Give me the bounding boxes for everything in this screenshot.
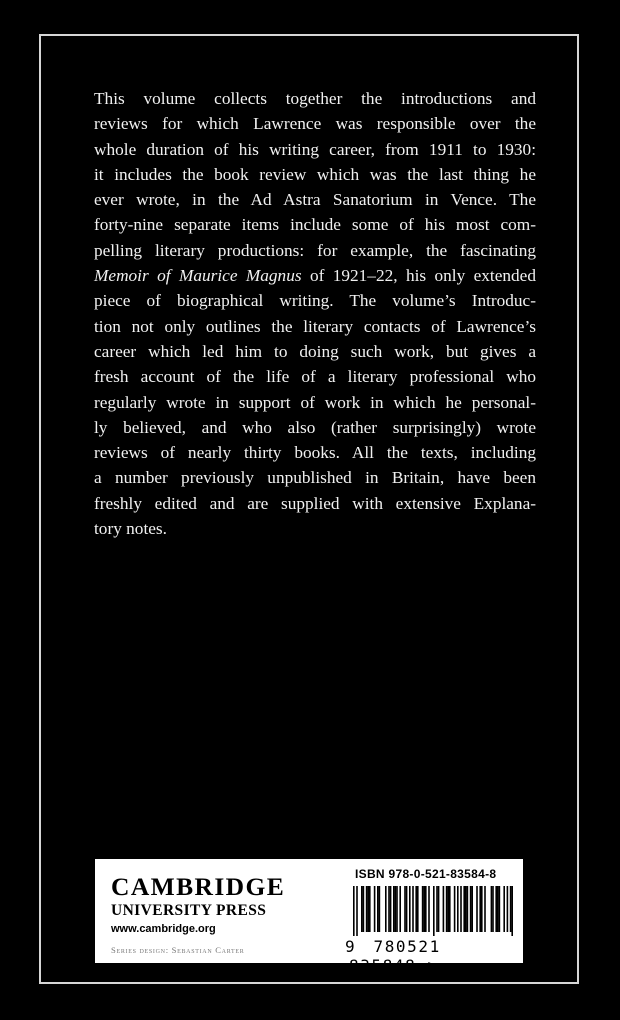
barcode-bar: [415, 886, 417, 932]
blurb-line: regularly wrote in support of work in which he personal-: [94, 392, 536, 412]
barcode-bar: [412, 886, 414, 932]
blurb-line: ever wrote, in the Ad Astra Sanatorium in Vence. The: [94, 190, 536, 210]
ean-left: 780521: [373, 937, 441, 956]
barcode-bar: [436, 886, 438, 932]
blurb-line: tion not only outlines the literary contacts of Lawrence’s: [94, 316, 536, 336]
barcode-bar: [471, 886, 473, 932]
publisher-name: CAMBRIDGE: [111, 872, 286, 901]
barcode-bar: [393, 886, 395, 932]
barcode-bar: [484, 886, 486, 932]
barcode-bar: [356, 886, 358, 936]
barcode-bar: [390, 886, 392, 932]
barcode-bar: [425, 886, 427, 932]
barcode-bar: [449, 886, 451, 932]
blurb-line: reviews for which Lawrence was responsible over the: [94, 114, 536, 134]
isbn-label: ISBN 978-0-521-83584-8: [355, 867, 497, 881]
barcode-bar: [367, 886, 369, 932]
barcode-bar: [396, 886, 398, 932]
barcode-bar: [443, 886, 445, 932]
barcode-bar: [385, 886, 387, 932]
barcode-bar: [507, 886, 509, 932]
blurb-line: freshly edited and are supplied with extensive Explana-: [94, 493, 536, 513]
barcode-bar: [363, 886, 365, 932]
series-design-credit: Series design: Sebastian Carter: [111, 945, 245, 955]
blurb-line: pelling literary productions: for example, the fascinating: [94, 240, 536, 260]
barcode-bar: [503, 886, 505, 932]
barcode-bar: [388, 886, 390, 932]
barcode-bar: [497, 886, 499, 932]
publisher-subname: UNIVERSITY PRESS: [111, 902, 267, 919]
barcode-bar: [511, 886, 513, 936]
blurb-line: tory notes.: [94, 519, 167, 539]
barcode-bar: [467, 886, 469, 932]
blurb-line: reviews of nearly thirty books. All the texts, including: [94, 443, 536, 463]
barcode-bar: [395, 886, 397, 932]
barcode-bar: [438, 886, 440, 932]
barcode-bar: [353, 886, 355, 936]
ean-digits: [345, 937, 521, 975]
ean-arrow: >: [427, 956, 439, 975]
barcode-bar: [457, 886, 459, 932]
ean-prefix: 9: [345, 937, 357, 956]
ean-right: 835848: [349, 956, 417, 975]
barcode-bar: [465, 886, 467, 932]
back-cover-blurb: [94, 86, 536, 541]
blurb-line: a number previously unpublished in Britain, have been: [94, 468, 536, 488]
blurb-line-with-title: [94, 263, 536, 288]
barcode-bar: [476, 886, 478, 932]
book-title-italic: Memoir of Maurice Magnus: [94, 266, 302, 286]
barcode-bar: [481, 886, 483, 932]
barcode-bar: [495, 886, 497, 932]
barcode-bar: [479, 886, 481, 932]
blurb-line: career which led him to doing such work, but gives a: [94, 341, 536, 361]
barcode-bar: [361, 886, 363, 932]
barcode-bar: [491, 886, 493, 932]
blurb-line-rest: of 1921–22, his only extended: [301, 266, 536, 286]
publisher-barcode-panel: [95, 859, 523, 975]
barcode-bar: [428, 886, 430, 932]
barcode-bar: [374, 886, 376, 932]
barcode-bar: [499, 886, 501, 932]
blurb-line: piece of biographical writing. The volume’s Introduc-: [94, 291, 536, 311]
barcode-bar: [366, 886, 368, 932]
barcode-bar: [510, 886, 512, 932]
publisher-url[interactable]: www.cambridge.org: [111, 923, 216, 935]
blurb-line: forty-nine separate items include some of his most com-: [94, 215, 536, 235]
blurb-line: whole duration of his writing career, from 1911 to 1930:: [94, 139, 536, 159]
barcode-bar: [379, 886, 381, 932]
publisher-logo: [111, 873, 285, 935]
barcode-bar: [460, 886, 462, 932]
barcode-bar: [454, 886, 456, 932]
barcode-bar: [417, 886, 419, 932]
barcode-bar: [423, 886, 425, 932]
blurb-line: fresh account of the life of a literary professional who: [94, 367, 536, 387]
barcode-bar: [446, 886, 448, 932]
barcode-bar: [406, 886, 408, 932]
blurb-line: This volume collects together the introductions and: [94, 89, 536, 108]
barcode-bar: [447, 886, 449, 932]
barcode-bar: [399, 886, 401, 932]
barcode-bar: [433, 886, 435, 936]
barcode-bar: [369, 886, 371, 932]
blurb-line: ly believed, and who also (rather surprisingly) wrote: [94, 417, 536, 437]
barcode-bar: [422, 886, 424, 932]
barcode-bar: [377, 886, 379, 932]
barcode-bar: [492, 886, 494, 932]
blurb-line: it includes the book review which was the last thing he: [94, 164, 536, 184]
barcode-bar: [470, 886, 472, 932]
barcode-bar: [463, 886, 465, 932]
barcode-graphic: [351, 886, 517, 936]
barcode-bar: [409, 886, 411, 932]
barcode-bar: [404, 886, 406, 932]
